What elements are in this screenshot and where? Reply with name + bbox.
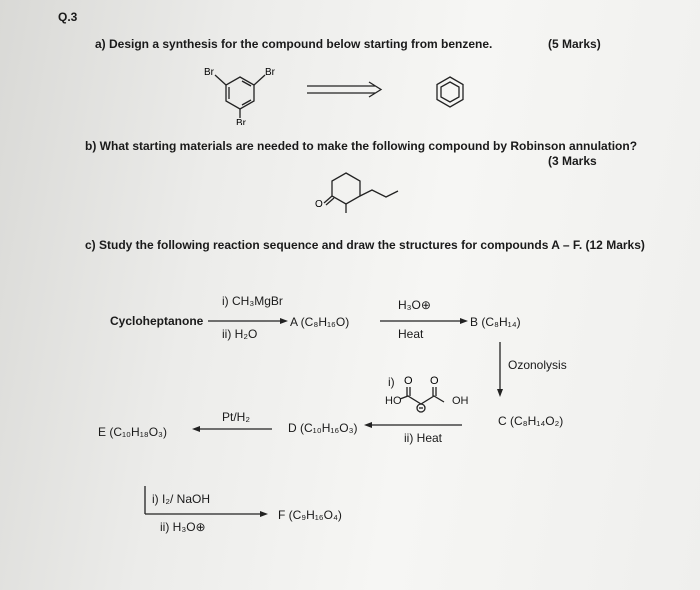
benzene-structure bbox=[432, 74, 468, 110]
robinson-product-structure bbox=[310, 165, 410, 215]
compound-a: A (C₈H₁₆O) bbox=[290, 315, 350, 329]
compound-e: E (C₁₀H₁₈O₃) bbox=[98, 425, 167, 439]
retrosynthesis-arrow bbox=[305, 80, 385, 100]
tribromobenzene-structure bbox=[195, 60, 295, 125]
compound-f: F (C₉H₁₆O₄) bbox=[278, 508, 342, 522]
br-label: Br bbox=[204, 67, 214, 78]
carbonyl-o-label: O bbox=[404, 375, 413, 387]
step4-heat: ii) Heat bbox=[404, 431, 443, 445]
br-label: Br bbox=[236, 118, 246, 125]
part-b-text: b) What starting materials are needed to make the following compound by Robinson annulation? bbox=[85, 139, 638, 153]
step6-reagent: i) I₂/ NaOH bbox=[152, 492, 210, 506]
compound-d: D (C₁₀H₁₆O₃) bbox=[288, 421, 358, 435]
br-label: Br bbox=[265, 67, 275, 78]
reaction-arrow bbox=[362, 420, 464, 430]
step2-reagent: H₃O⊕ bbox=[398, 298, 431, 312]
step4-index: i) bbox=[388, 375, 395, 389]
ozonolysis-label: Ozonolysis bbox=[508, 358, 567, 372]
part-c-text: c) Study the following reaction sequence and draw the structures for compounds A – F. (12 Marks) bbox=[85, 238, 645, 252]
step2-heat: Heat bbox=[398, 327, 424, 341]
step6-workup: ii) H₃O⊕ bbox=[160, 520, 206, 534]
step1-reagent: i) CH₃MgBr bbox=[222, 294, 283, 308]
reaction-arrow bbox=[190, 424, 274, 434]
compound-c: C (C₈H₁₄O₂) bbox=[498, 414, 564, 428]
question-number: Q.3 bbox=[58, 10, 78, 24]
cycloheptanone-label: Cycloheptanone bbox=[110, 314, 204, 328]
step4-oh: OH bbox=[452, 395, 469, 407]
reaction-arrow bbox=[206, 316, 290, 326]
part-b-marks: (3 Marks bbox=[548, 154, 597, 168]
malonic-acid-structure bbox=[398, 374, 458, 414]
part-a-text: a) Design a synthesis for the compound below starting from benzene. bbox=[95, 37, 493, 51]
carbonyl-o-label: O bbox=[430, 375, 439, 387]
step4-ho: HO bbox=[385, 395, 402, 407]
part-a-marks: (5 Marks) bbox=[548, 37, 601, 51]
compound-b: B (C₈H₁₄) bbox=[470, 315, 521, 329]
reaction-arrow bbox=[378, 316, 472, 326]
oxygen-label: O bbox=[315, 199, 323, 210]
step5-reagent: Pt/H₂ bbox=[222, 410, 250, 424]
ozonolysis-arrow bbox=[494, 340, 506, 400]
step1-workup: ii) H₂O bbox=[222, 327, 258, 341]
